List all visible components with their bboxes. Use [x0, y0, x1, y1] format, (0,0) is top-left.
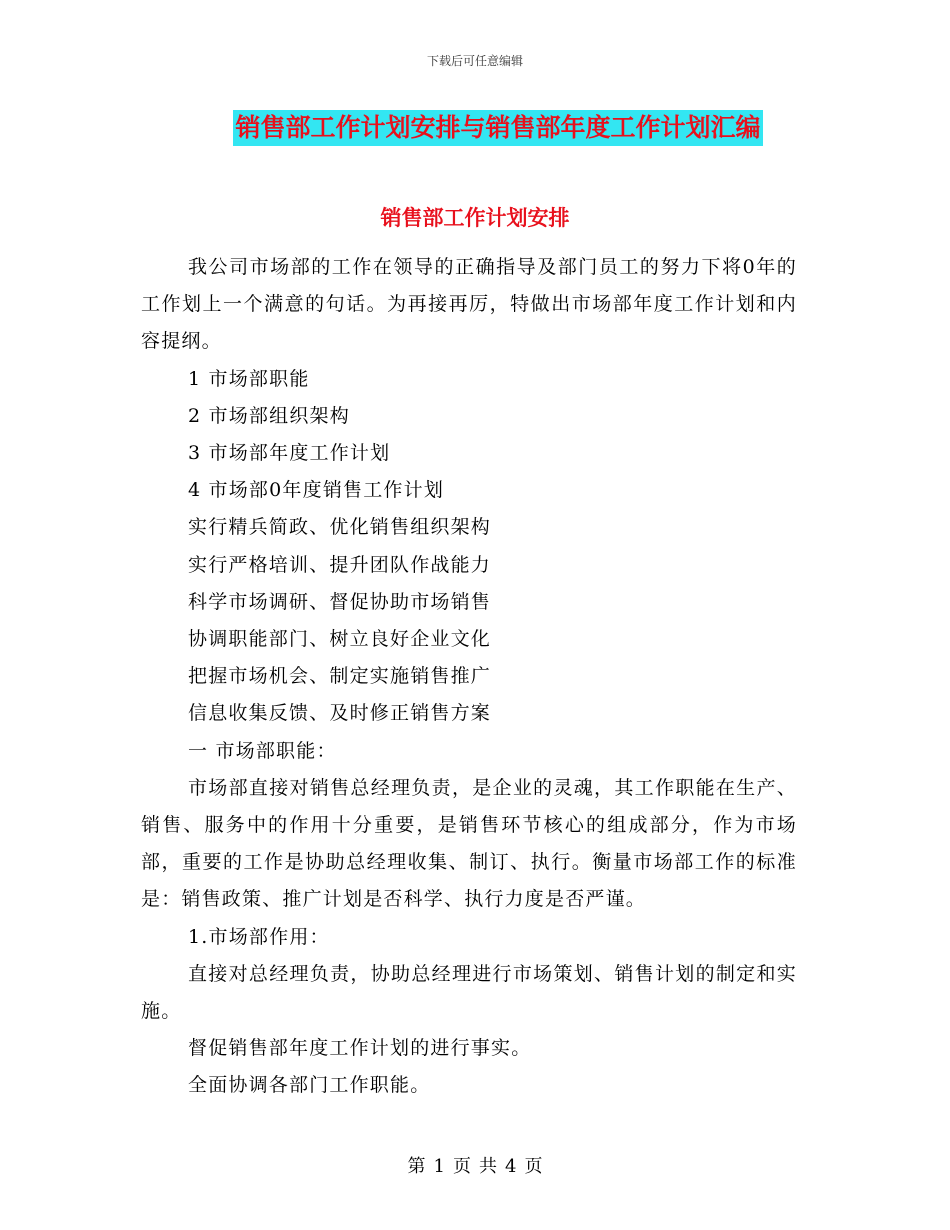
- list-item: 协调职能部门、树立良好企业文化: [188, 628, 492, 651]
- list-item: 4 市场部0年度销售工作计划: [188, 479, 445, 502]
- list-item: 一 市场部职能：: [188, 739, 337, 762]
- page-label-prefix: 第: [407, 1156, 426, 1177]
- page-current-number: 1: [433, 1156, 445, 1177]
- list-item: 1.市场部作用：: [188, 925, 330, 948]
- list-item: 实行严格培训、提升团队作战能力: [188, 553, 492, 576]
- list-item: 督促销售部年度工作计划的进行事实。: [188, 1037, 532, 1060]
- list-item: 1 市场部职能: [188, 367, 310, 390]
- page-label-suffix: 页: [524, 1156, 543, 1177]
- list-item: 2 市场部组织架构: [188, 404, 350, 427]
- list-item: 全面协调各部门工作职能。: [188, 1074, 431, 1097]
- document-body: [141, 249, 797, 1105]
- page-label-total: 共: [479, 1156, 497, 1177]
- main-title-container: [0, 110, 950, 146]
- list-item: 信息收集反馈、及时修正销售方案: [188, 702, 492, 725]
- list-item: 实行精兵简政、优化销售组织架构: [188, 516, 492, 539]
- page-footer: [0, 1152, 950, 1178]
- list-item: 3 市场部年度工作计划: [188, 442, 391, 465]
- page-total-number: 4: [505, 1156, 517, 1177]
- body-paragraph: 市场部直接对销售总经理负责，是企业的灵魂，其工作职能在生产、销售、服务中的作用十分重要，是销售环节核心的组成部分，作为市场部，重要的工作是协助总经理收集、制订、执行。衡量市场部工作的标准是：销售政策、推广计划是否科学、执行力度是否严谨。: [141, 776, 797, 911]
- list-item: 把握市场机会、制定实施销售推广: [188, 665, 492, 688]
- body-paragraph: 我公司市场部的工作在领导的正确指导及部门员工的努力下将0年的工作划上一个满意的句话。为再接再厉，特做出市场部年度工作计划和内容提纲。: [141, 256, 797, 353]
- body-paragraph: 直接对总经理负责，协助总经理进行市场策划、销售计划的制定和实施。: [141, 962, 797, 1023]
- list-item: 科学市场调研、督促协助市场销售: [188, 590, 492, 613]
- header-note: 下载后可任意编辑: [426, 54, 523, 68]
- page-label-page: 页: [453, 1156, 471, 1177]
- section-title: 销售部工作计划安排: [380, 206, 570, 230]
- main-title: 销售部工作计划安排与销售部年度工作计划汇编: [233, 110, 762, 146]
